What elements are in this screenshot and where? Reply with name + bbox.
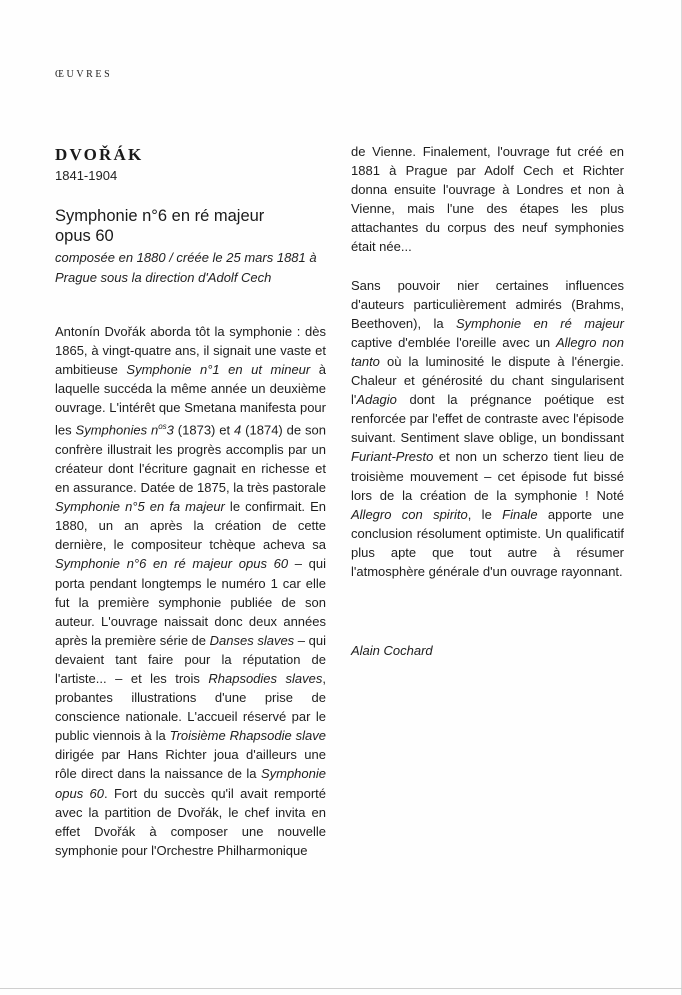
italic-text-run: Symphonie en ré majeur xyxy=(456,315,624,331)
text-run: , le xyxy=(467,506,503,522)
italic-text-run: Symphonie n°5 en fa majeur xyxy=(55,499,225,515)
italic-text-run: Symphonie opus 60 xyxy=(55,766,326,801)
text-run: à laquelle succéda la même année un deuxième ouvrage. L'intérêt que Smetana manifesta pour les xyxy=(55,362,327,438)
paragraph xyxy=(55,322,326,860)
italic-text-run: Rhapsodies slaves xyxy=(208,671,323,687)
text-run: , probantes illustrations d'une prise de conscience nationale. L'accueil réservé par le public viennois à la xyxy=(55,671,326,744)
italic-text-run: os xyxy=(158,422,167,432)
text-run: . Fort du succès qu'il avait remporté avec la partition de Dvořák, le chef invita en effet Dvořák à composer une nouvelle symphonie pour l'Orchestre Philharmonique xyxy=(55,785,327,858)
text-run: – qui porta pendant longtemps le numéro 1 car elle fut la première symphonie publiée de son auteur. L'ouvrage naissait donc deux années après la première série de xyxy=(55,556,326,648)
section-label: ŒUVRES xyxy=(55,69,113,80)
right-column-text xyxy=(351,142,624,581)
text-run: où la luminosité le dispute à l'énergie. Chaleur et générosité du chant singularisent l' xyxy=(351,353,624,408)
composer-dates: 1841-1904 xyxy=(55,168,118,183)
italic-text-run: Troisième Rhapsodie slave xyxy=(169,728,326,744)
text-run: Antonín Dvořák aborda tôt la symphonie : dès 1865, à vingt-quatre ans, il signait une vaste et ambitieuse xyxy=(55,324,326,378)
work-composition-info: composée en 1880 / créée le 25 mars 1881 à Prague sous la direction d'Adolf Cech xyxy=(55,250,317,285)
text-run: captive d'emblée l'oreille avec un xyxy=(351,334,556,350)
text-run: Sans pouvoir nier certaines influences d'auteurs particulièrement admirés (Brahms, Beethoven), la xyxy=(351,277,624,331)
italic-text-run: Symphonies n xyxy=(75,422,159,438)
text-run: de Vienne. Finalement, l'ouvrage fut créé en 1881 à Prague par Adolf Cech et Richter donna ensuite l'ouvrage à Londres et non à Vienne, mais l'une des étapes les plus attachantes du corpus des neuf symphonies était née... xyxy=(351,144,624,255)
italic-text-run: Finale xyxy=(502,506,538,522)
text-run: (1874) de son confrère illustrait les progrès accomplis par un créateur dont l'écriture gagnait en richesse et en assurance. Datée de 1875, la très pastorale xyxy=(55,422,326,496)
italic-text-run: Furiant-Presto xyxy=(351,449,434,465)
italic-text-run: Adagio xyxy=(356,392,397,408)
text-run: le confirmait. En 1880, un an après la création de cette dernière, le compositeur tchèque acheva sa xyxy=(55,499,326,553)
italic-text-run: Symphonie n°1 en ut mineur xyxy=(126,362,311,378)
work-title-line2: opus 60 xyxy=(55,227,114,245)
text-run: apporte une conclusion résolument optimiste. Un qualificatif plus apte que tout autre à résumer l'atmosphère générale d'un ouvrage rayonnant. xyxy=(351,506,624,579)
italic-text-run: Allegro non tanto xyxy=(351,334,624,369)
text-run: dirigée par Hans Richter joua d'ailleurs une rôle direct dans la naissance de la xyxy=(55,747,326,782)
italic-text-run: Danses slaves xyxy=(209,632,295,648)
text-run: (1873) et xyxy=(173,422,235,438)
composer-name: DVOŘÁK xyxy=(55,145,144,164)
work-title xyxy=(55,206,335,246)
background-watermark xyxy=(0,427,24,604)
paragraph xyxy=(351,142,624,257)
paragraph xyxy=(351,276,624,582)
work-title-line1: Symphonie n°6 en ré majeur xyxy=(55,207,265,225)
text-run: – qui devaient tant faire pour la réputation de l'artiste... – et les trois xyxy=(55,632,326,687)
italic-text-run: Allegro con spirito xyxy=(351,506,468,522)
italic-text-run: Symphonie n°6 en ré majeur opus 60 xyxy=(55,556,289,572)
left-column-text xyxy=(55,322,326,860)
italic-text-run: 3 xyxy=(166,422,174,438)
page-edge xyxy=(0,988,682,989)
author-signature: Alain Cochard xyxy=(351,643,433,658)
text-run: et non un scherzo tient lieu de troisième mouvement – cet épisode fut bissé lors de la création de la symphonie ! Noté xyxy=(351,449,624,503)
italic-text-run: 4 xyxy=(234,422,242,438)
text-run: dont la prégnance poétique est renforcée par l'effet de contraste avec l'épisode suivant. Sentiment slave oblige, un bondissant xyxy=(351,392,624,446)
